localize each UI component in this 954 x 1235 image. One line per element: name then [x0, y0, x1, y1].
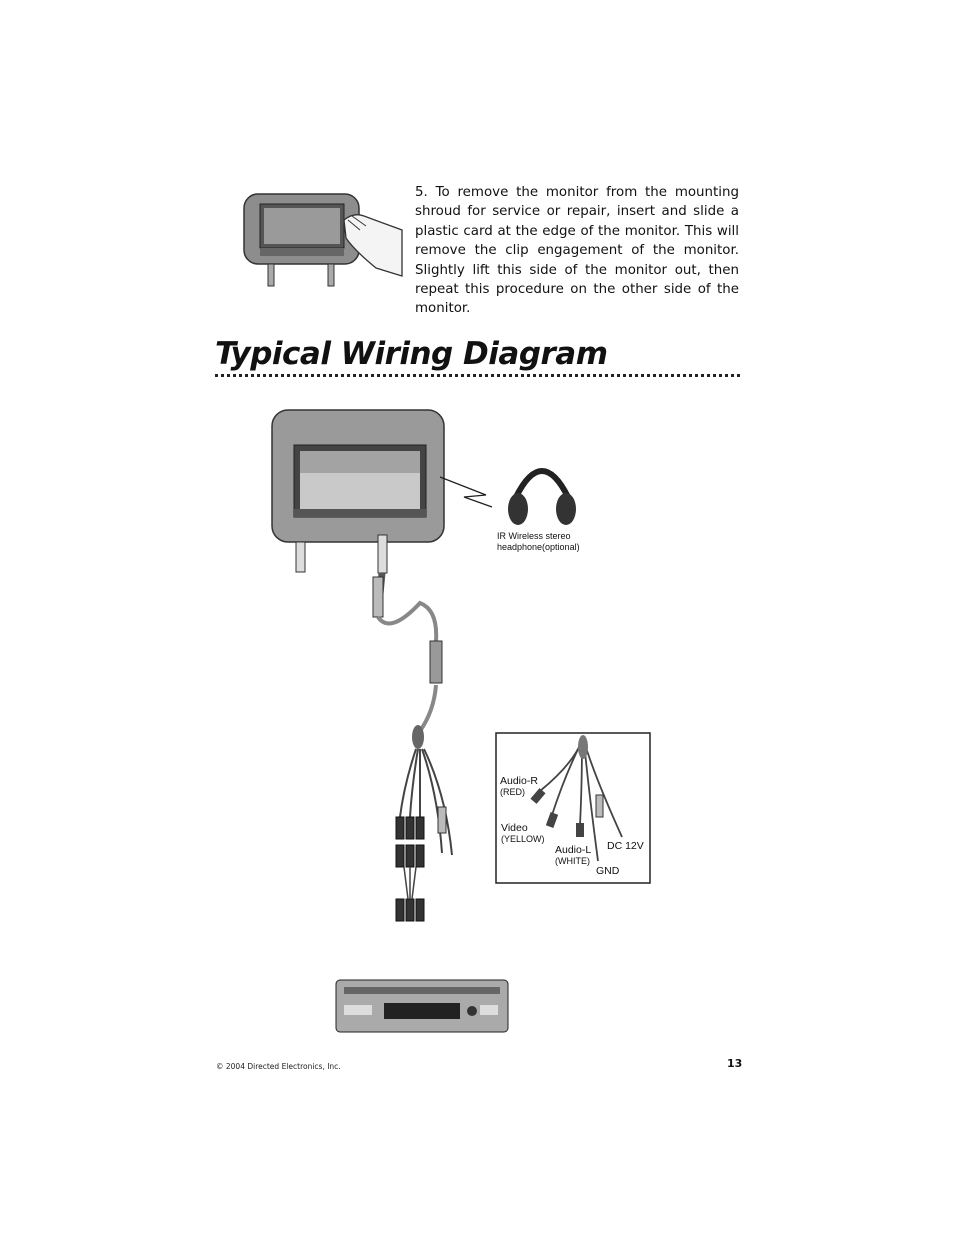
- footer-copyright: © 2004 Directed Electronics, Inc.: [216, 1062, 341, 1071]
- ir-signal: [440, 477, 492, 507]
- video-label: Video: [501, 822, 528, 834]
- video-color: (YELLOW): [501, 834, 545, 844]
- monitor-removal-illustration: [236, 190, 406, 290]
- wiring-diagram: [260, 405, 700, 1045]
- step-5-text: 5. To remove the monitor from the mounting shroud for service or repair, insert and slide a plastic card at the edge of the monitor. This will remove the clip engagement of the monitor. Slightly lift this side of the monitor out, then repeat this procedure on the other side of the monitor.: [415, 185, 739, 317]
- heading-dotted-rule: [215, 374, 740, 377]
- audio-r-color: (RED): [500, 787, 525, 797]
- page-number: 13: [727, 1057, 743, 1070]
- dvd-player: [336, 980, 508, 1032]
- headphone-label-line-2: headphone(optional): [497, 542, 580, 552]
- headphones: [508, 471, 576, 525]
- headrest-monitor: [272, 410, 444, 573]
- audio-r-label: Audio-R: [500, 775, 538, 787]
- audio-l-label: Audio-L: [555, 844, 592, 856]
- dc12v-label: DC 12V: [607, 840, 644, 852]
- gnd-label: GND: [596, 865, 620, 877]
- headphone-label-line-1: IR Wireless stereo: [497, 531, 571, 541]
- audio-l-color: (WHITE): [555, 856, 590, 866]
- page-heading: Typical Wiring Diagram: [215, 336, 608, 372]
